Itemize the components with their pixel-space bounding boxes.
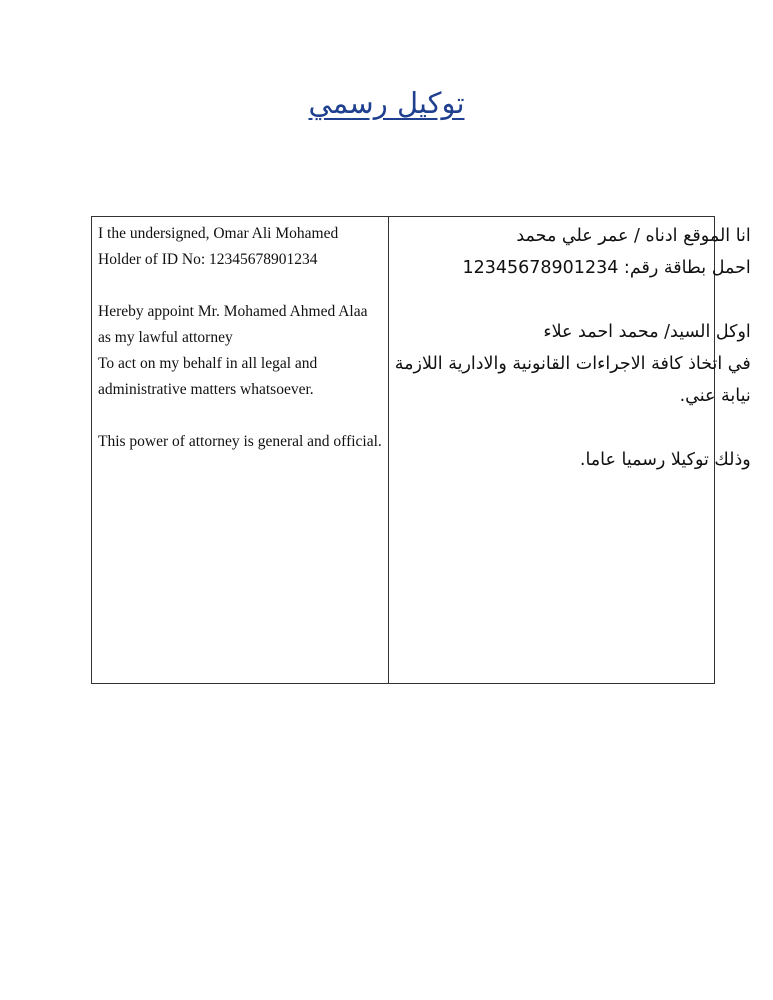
bilingual-table — [91, 216, 751, 684]
spacer — [98, 273, 382, 299]
english-line-matters: administrative matters whatsoever. — [98, 381, 314, 398]
english-line-general: This power of attorney is general and official. — [98, 433, 382, 450]
arabic-line-undersigned: انا الموقع ادناه / عمر علي محمد — [516, 226, 751, 246]
english-line-undersigned: I the undersigned, Omar Ali Mohamed — [98, 225, 339, 242]
document-title: توكيل رسمي — [308, 86, 465, 120]
english-line-appoint: Hereby appoint Mr. Mohamed Ahmed Alaa — [98, 303, 368, 320]
arabic-line-behalf: نيابة عني. — [679, 386, 751, 406]
english-line-attorney: as my lawful attorney — [98, 329, 233, 346]
spacer — [395, 412, 751, 444]
arabic-line-procedures: في اتخاذ كافة الاجراءات القانونية والادارية اللازمة — [394, 354, 751, 374]
english-column — [92, 217, 389, 683]
arabic-line-id: احمل بطاقة رقم: 12345678901234 — [462, 258, 751, 278]
spacer — [98, 403, 382, 429]
arabic-line-general: وذلك توكيلا رسميا عاما. — [579, 450, 751, 470]
english-line-id: Holder of ID No: 12345678901234 — [98, 251, 318, 268]
arabic-line-appoint: اوكل السيد/ محمد احمد علاء — [543, 322, 751, 342]
english-line-act: To act on my behalf in all legal and — [98, 355, 318, 372]
arabic-column — [389, 217, 756, 683]
spacer — [395, 284, 751, 316]
